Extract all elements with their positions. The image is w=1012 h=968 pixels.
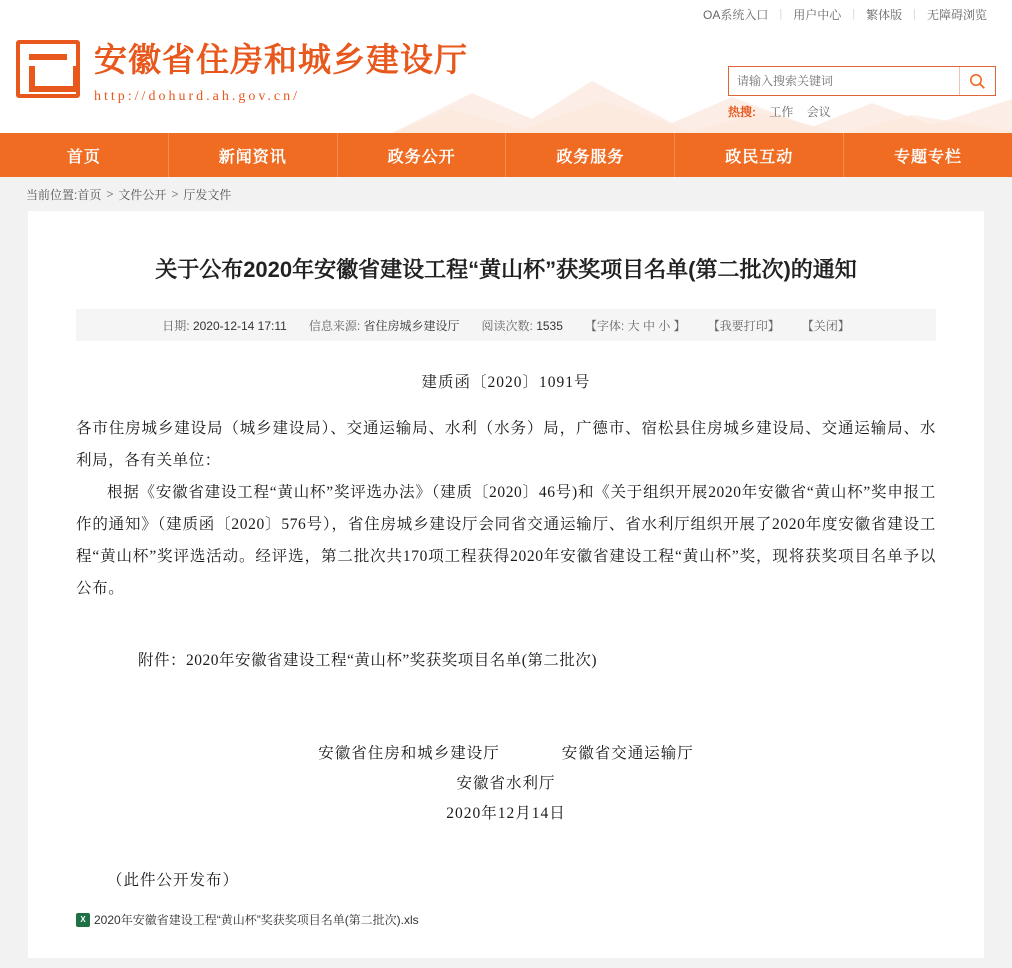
meta-views (482, 317, 563, 334)
page-title: 关于公布2020年安徽省建设工程“黄山杯”获奖项目名单(第二批次)的通知 (155, 257, 857, 282)
main-navigation (0, 133, 1012, 177)
breadcrumb-label: 当前位置: (26, 187, 78, 202)
article-paragraph-main: 根据《安徽省建设工程“黄山杯”奖评选办法》（建质〔2020〕46号)和《关于组织开展2020年安徽省“黄山杯”奖申报工作的通知》（建质函〔2020〕576号），省住房城乡建设厅会同省交通运输厅、省水利厅组织开展了2020年度安徽省建设工程“黄山杯”奖评选活动。经评选，第二批次共170项工程获得2020年安徽省建设工程“黄山杯”奖，现将获奖项目名单予以公布。 (76, 484, 936, 597)
font-size-label-end: 】 (673, 318, 686, 333)
breadcrumb-item-department-documents[interactable]: 厅发文件 (183, 187, 232, 202)
signature-water-department: 安徽省水利厅 (456, 775, 556, 792)
article-container (28, 211, 984, 958)
nav-item-public-interaction[interactable]: 政民互动 (675, 133, 844, 177)
site-title: 安徽省住房和城乡建设厅 (94, 41, 468, 78)
close-button[interactable]: 【关闭】 (801, 318, 850, 333)
hot-search-label: 热搜: (728, 105, 756, 119)
meta-date-value: 2020-12-14 17:11 (192, 318, 287, 333)
topbar-link-accessibility[interactable]: 无障碍浏览 (926, 7, 987, 22)
breadcrumb-separator: > (171, 187, 179, 201)
department-emblem-icon (16, 40, 80, 98)
attachment-file-link[interactable]: 2020年安徽省建设工程“黄山杯”奖获奖项目名单(第二批次).xls (94, 913, 419, 927)
attachment-file-row[interactable] (76, 911, 936, 928)
signature-transport-department: 安徽省交通运输厅 (561, 745, 694, 762)
page-body (0, 211, 1012, 968)
topbar-link-user-center[interactable]: 用户中心 (793, 7, 842, 22)
font-size-label: 【字体: (584, 318, 625, 333)
article-attachment-line: 附件：2020年安徽省建设工程“黄山杯”奖获奖项目名单(第二批次) (138, 652, 598, 669)
nav-item-government-affairs-disclosure[interactable]: 政务公开 (338, 133, 507, 177)
search-area (728, 66, 996, 120)
publish-note: （此件公开发布） (107, 872, 240, 889)
font-size-large[interactable]: 大 (627, 318, 640, 333)
article-meta-bar (76, 309, 936, 341)
nav-item-news[interactable]: 新闻资讯 (169, 133, 338, 177)
article-body (76, 367, 936, 897)
article-paragraph-recipients: 各市住房城乡建设局（城乡建设局）、交通运输局、水利（水务）局，广德市、宿松县住房城乡建设局、交通运输局、水利局，各有关单位： (76, 420, 936, 469)
document-number: 建质函〔2020〕1091号 (421, 374, 591, 391)
site-header (0, 28, 1012, 133)
topbar-divider: | (913, 8, 916, 20)
hot-word-meeting[interactable]: 会议 (806, 105, 831, 119)
print-button[interactable]: 【我要打印】 (707, 318, 780, 333)
top-utility-bar (0, 0, 1012, 28)
signature-housing-department: 安徽省住房和城乡建设厅 (318, 745, 500, 762)
breadcrumb-item-document-disclosure[interactable]: 文件公开 (118, 187, 167, 202)
search-button[interactable] (959, 67, 995, 95)
font-size-medium[interactable]: 中 (642, 318, 655, 333)
breadcrumb (0, 177, 1012, 211)
breadcrumb-item-home[interactable]: 首页 (77, 187, 102, 202)
meta-date-label: 日期: (162, 318, 190, 333)
meta-date (162, 317, 287, 334)
search-icon (969, 73, 986, 90)
topbar-divider: | (852, 8, 856, 20)
meta-source-label: 信息来源: (308, 318, 361, 333)
signature-date: 2020年12月14日 (446, 805, 566, 822)
meta-source-value: 省住房城乡建设厅 (363, 318, 460, 333)
article-signature (76, 739, 936, 829)
breadcrumb-separator: > (106, 187, 114, 201)
font-size-small[interactable]: 小 (658, 318, 671, 333)
nav-item-special-topics[interactable]: 专题专栏 (894, 148, 963, 166)
meta-views-value: 1535 (536, 318, 563, 333)
nav-item-home[interactable]: 首页 (0, 133, 169, 177)
search-input[interactable] (729, 67, 959, 95)
hot-word-work[interactable]: 工作 (769, 105, 794, 119)
site-url: http://dohurd.ah.gov.cn/ (94, 89, 301, 104)
site-logo[interactable] (16, 40, 468, 105)
hot-search-row (728, 103, 996, 120)
search-box[interactable] (728, 66, 996, 96)
topbar-link-oa[interactable]: OA系统入口 (703, 7, 769, 22)
meta-font-size-controls (585, 317, 686, 334)
xls-file-icon: X (76, 913, 90, 927)
topbar-link-traditional[interactable]: 繁体版 (866, 7, 903, 22)
topbar-divider: | (779, 8, 783, 20)
nav-item-government-services[interactable]: 政务服务 (506, 133, 675, 177)
meta-source (309, 317, 460, 334)
meta-views-label: 阅读次数: (481, 318, 533, 333)
